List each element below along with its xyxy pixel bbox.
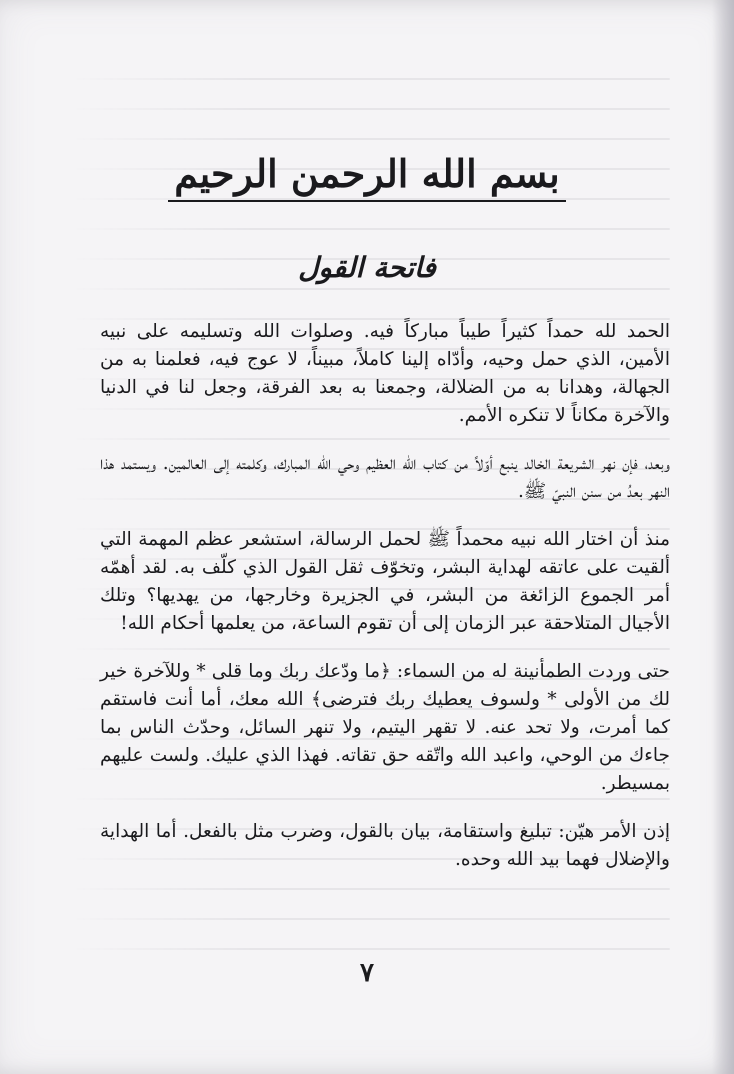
paragraph-3: منذ أن اختار الله نبيه محمداً ﷺ لحمل الرسالة، استشعر عظم المهمة التي ألقيت على عاتقه لهداية البشر، وتخوّف ثقل القول الذي كلّف به. لقد أهمّه أمر الجموع الزائغة من البشر، في الجزيرة وخارجها، من يهديها؟ وتلك الأجيال المتلاحقة عبر الزمان إلى أن تقوم الساعة، من يعلمها أحكام الله! <box>100 529 670 634</box>
paragraph-5: إذن الأمر هيّن: تبليغ واستقامة، بيان بالقول، وضرب مثل بالفعل. أما الهداية والإضلال فهما بيد الله وحده. <box>100 821 670 870</box>
basmala-text: بسم الله الرحمن الرحيم <box>168 150 565 202</box>
page-number: ٧ <box>360 958 374 988</box>
paragraph-4: حتى وردت الطمأنينة له من السماء: ﴿ما ودّعك ربك وما قلى * وللآخرة خير لك من الأولى * ولسوف يعطيك ربك فترضى﴾ الله معك، أما أنت فاستقم كما أمرت، ولا تحد عنه. لا تقهر اليتيم، ولا تنهر السائل، وحدّث الناس بما جاءك من الوحي، واعبد الله واتّقه حق تقاته. فهذا الذي عليك. ولست عليهم بمسيطر. <box>100 661 670 794</box>
body-text <box>100 318 670 894</box>
paragraph-1: الحمد لله حمداً كثيراً طيباً مباركاً فيه. وصلوات الله وتسليمه على نبيه الأمين، الذي حمل وحيه، وأدّاه إلينا كاملاً، مبيناً، لا عوج فيه، فعلمنا به من الجهالة، وهدانا به من الضلالة، وجمعنا به بعد الفرقة، وجعل لنا في الدنيا والآخرة مكاناً لا تنكره الأمم. <box>100 321 670 426</box>
chapter-title: فاتحة القول <box>298 251 436 284</box>
paragraph-2: وبعد، فإن نهر الشريعة الخالد ينبع أوّلاً من كتاب الله العظيم وحي الله المبارك، وكلمته إلى العالمين. ويستمد هذا النهر بعدُ من سنن النبيّ ﷺ. <box>100 453 670 502</box>
basmala-heading <box>0 150 734 202</box>
